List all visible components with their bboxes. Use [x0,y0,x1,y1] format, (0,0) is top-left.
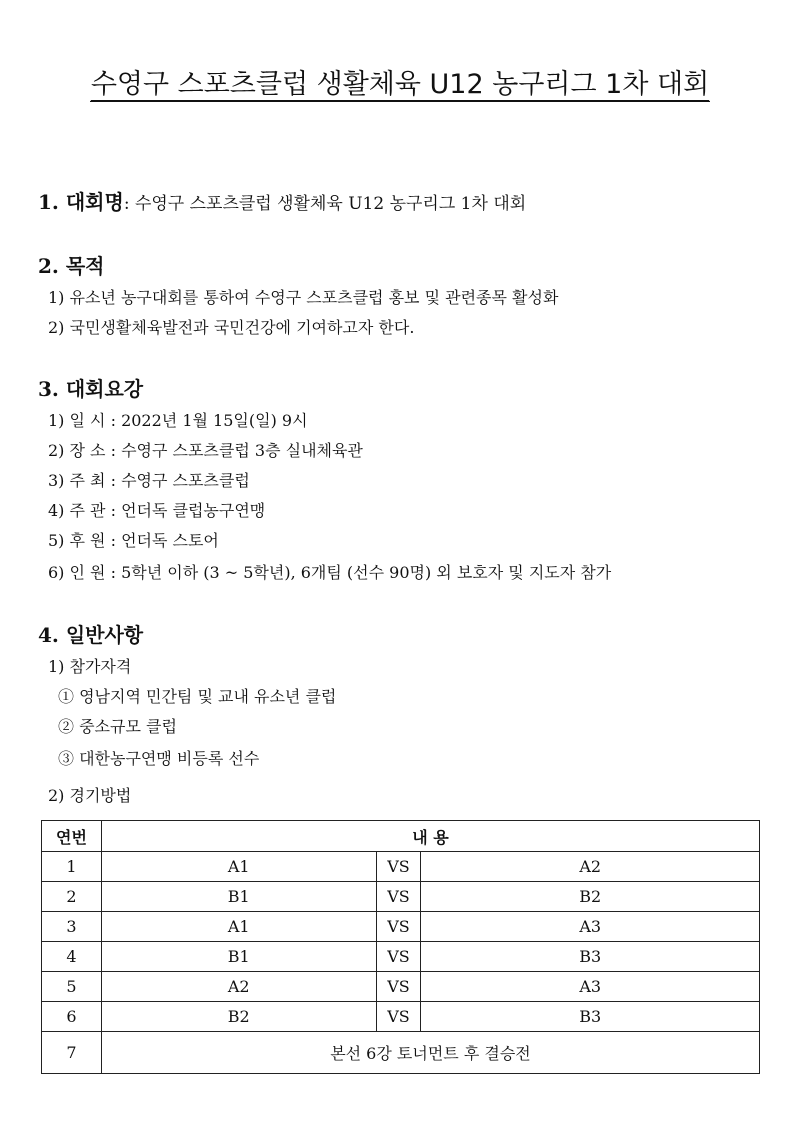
outline-item: 4) 주 관 : 언더독 클럽농구연맹 [48,501,266,520]
away-team: B3 [421,1002,760,1032]
match-no: 1 [42,852,102,882]
table-row [42,1002,760,1032]
purpose-item: 2) 국민생활체육발전과 국민건강에 기여하고자 한다. [48,318,415,337]
home-team: A2 [101,972,376,1002]
table-row [42,942,760,972]
home-team: A1 [101,912,376,942]
section-1-heading: 1. 대회명 [38,190,124,214]
match-method-title: 2) 경기방법 [48,786,132,805]
outline-item: 5) 후 원 : 언더독 스토어 [48,531,219,550]
vs-label: VS [376,852,421,882]
outline-item: 3) 주 최 : 수영구 스포츠클럽 [48,471,250,490]
qualification-item: ① 영남지역 민간팀 및 교내 유소년 클럽 [58,687,337,706]
outline-item: 2) 장 소 : 수영구 스포츠클럽 3층 실내체육관 [48,441,363,460]
match-schedule-table [41,820,760,1074]
outline-item: 6) 인 원 : 5학년 이하 (3 ~ 5학년), 6개팀 (선수 90명) 외 보호자 및 지도자 참가 [48,563,612,582]
vs-label: VS [376,942,421,972]
final-stage-text: 본선 6강 토너먼트 후 결승전 [101,1032,759,1074]
home-team: A1 [101,852,376,882]
table-row [42,972,760,1002]
match-no: 3 [42,912,102,942]
outline-item: 1) 일 시 : 2022년 1월 15일(일) 9시 [48,411,308,430]
purpose-item: 1) 유소년 농구대회를 통하여 수영구 스포츠클럽 홍보 및 관련종목 활성화 [48,288,559,307]
away-team: A3 [421,912,760,942]
title-underline [90,101,710,102]
match-no: 5 [42,972,102,1002]
section-1-value: : 수영구 스포츠클럽 생활체육 U12 농구리그 1차 대회 [123,194,527,214]
away-team: B3 [421,942,760,972]
match-no: 4 [42,942,102,972]
vs-label: VS [376,912,421,942]
table-header-row [42,821,760,852]
header-no: 연번 [42,821,102,852]
document-title: 수영구 스포츠클럽 생활체육 U12 농구리그 1차 대회 [90,69,710,100]
qualification-title: 1) 참가자격 [48,657,132,676]
match-no: 7 [42,1032,102,1074]
away-team: B2 [421,882,760,912]
vs-label: VS [376,1002,421,1032]
match-no: 6 [42,1002,102,1032]
qualification-item: ③ 대한농구연맹 비등록 선수 [58,749,260,768]
vs-label: VS [376,882,421,912]
table-row-final [42,1032,760,1074]
away-team: A2 [421,852,760,882]
section-3-heading: 3. 대회요강 [38,377,144,401]
home-team: B2 [101,1002,376,1032]
section-4-heading: 4. 일반사항 [38,623,144,647]
qualification-item: ② 중소규모 클럽 [58,717,177,736]
table-row [42,912,760,942]
vs-label: VS [376,972,421,1002]
home-team: B1 [101,882,376,912]
section-2-heading: 2. 목적 [38,254,105,278]
section-1 [38,186,526,215]
table-row [42,882,760,912]
home-team: B1 [101,942,376,972]
header-content: 내 용 [101,821,759,852]
match-no: 2 [42,882,102,912]
table-row [42,852,760,882]
away-team: A3 [421,972,760,1002]
